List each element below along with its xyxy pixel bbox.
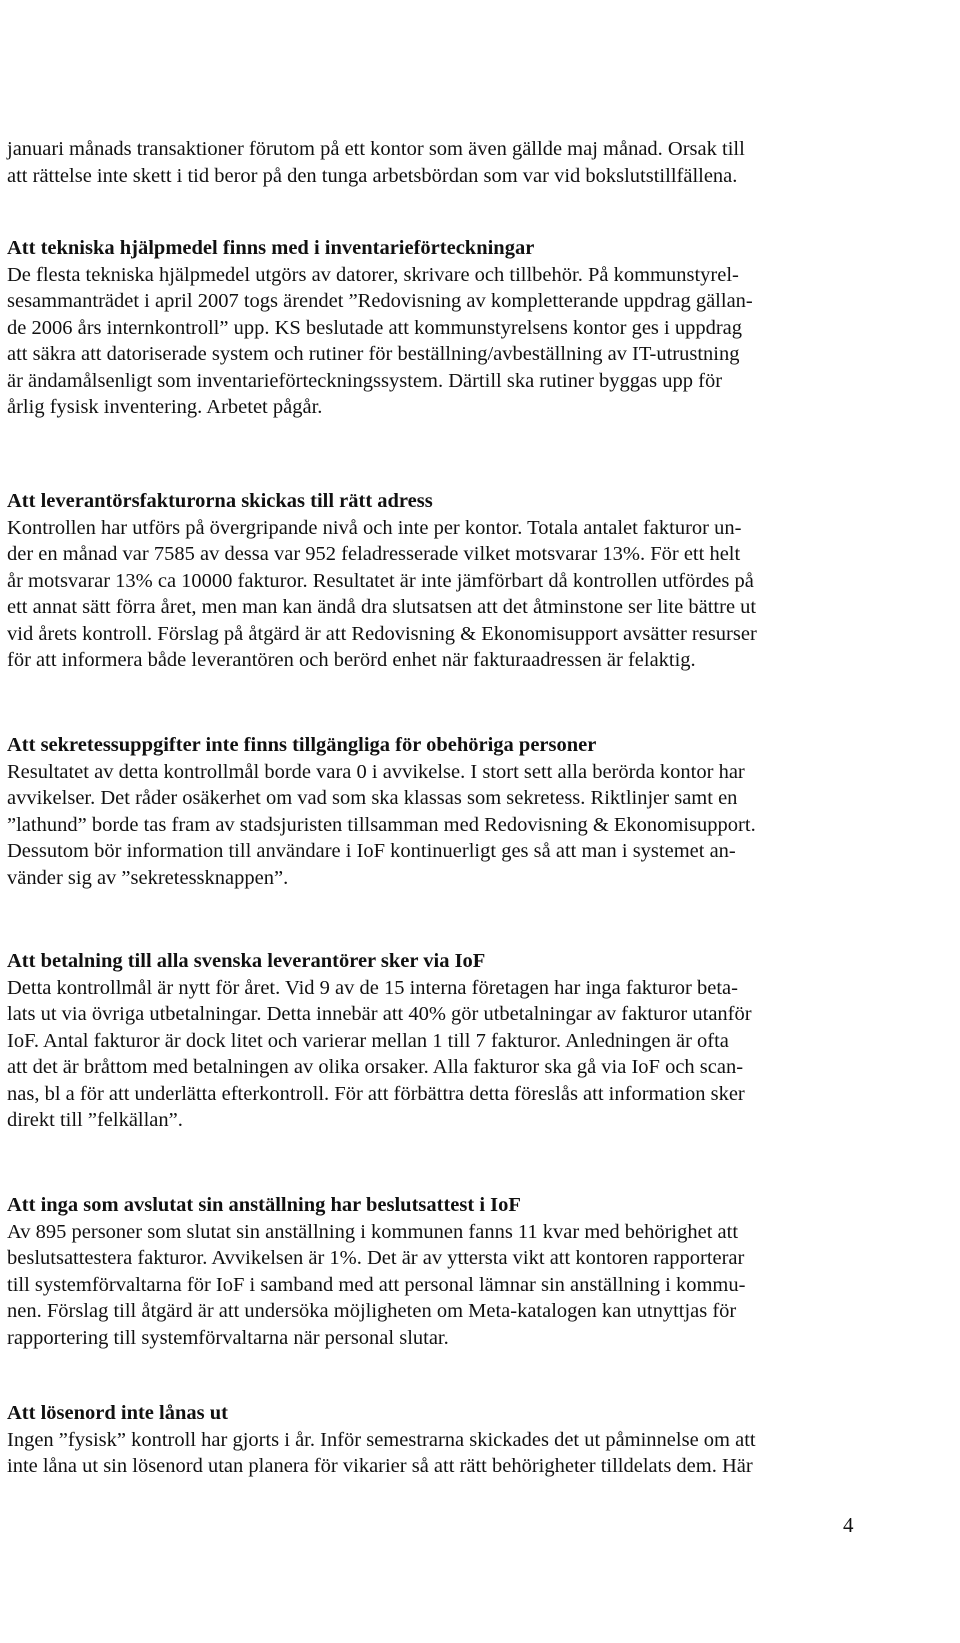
text-line: inte låna ut sin lösenord utan planera för vikarier så att rätt behörigheter tilldelats dem. Här [7,1455,753,1477]
text-line: avvikelser. Det råder osäkerhet om vad som ska klassas som sekretess. Riktlinjer samt en [7,787,738,809]
text-line: sesammanträdet i april 2007 togs ärendet ”Redovisning av kompletterande uppdrag gällan- [7,290,753,312]
text-line: är ändamålsenligt som inventarieförteckningssystem. Därtill ska rutiner byggas upp för [7,369,723,392]
text-line: vid årets kontroll. Förslag på åtgärd är att Redovisning & Ekonomisupport avsätter resurser [7,622,757,645]
text-line: der en månad var 7585 av dessa var 952 feladresserade vilket motsvarar 13%. För ett helt [7,543,741,565]
section-losenord [7,1400,855,1480]
section-beslutsattest [7,1192,855,1351]
section-hjalpmedel [7,235,855,421]
text-line: Ingen ”fysisk” kontroll har gjorts i år. Inför semestrarna skickades det ut påminnelse om att [7,1428,756,1451]
section-heading: Att sekretessuppgifter inte finns tillgängliga för obehöriga personer [7,734,597,756]
section-heading: Att betalning till alla svenska leverantörer sker via IoF [7,950,486,972]
section-heading: Att leverantörsfakturorna skickas till rätt adress [7,490,433,512]
text-line: att det är bråttom med betalningen av olika orsaker. Alla fakturor ska gå via IoF och scan- [7,1056,744,1078]
text-line: direkt till ”felkällan”. [7,1109,183,1131]
text-line: ”lathund” borde tas fram av stadsjuristen tillsamman med Redovisning & Ekonomisupport. [7,813,756,836]
text-line: ett annat sätt förra året, men man kan ändå dra slutsatsen att det åtminstone ser lite bättre ut [7,596,757,618]
text-line: vänder sig av ”sekretessknappen”. [7,866,289,889]
section-heading: Att lösenord inte lånas ut [7,1402,228,1424]
section-sekretess [7,732,855,891]
text-line: nen. Förslag till åtgärd är att undersöka möjligheten om Meta-katalogen kan utnyttjas för [7,1300,737,1322]
text-line: till systemförvaltarna för IoF i samband med att personal lämnar sin anställning i kommu- [7,1273,746,1296]
text-line: att säkra att datoriserade system och rutiner för beställning/avbeställning av IT-utrustning [7,343,740,365]
section-leverantorsfakturor [7,488,855,674]
text-line: för att informera både leverantören och berörd enhet när fakturaadressen är felaktig. [7,649,696,671]
text-line: De flesta tekniska hjälpmedel utgörs av datorer, skrivare och tillbehör. På kommunstyrel- [7,263,739,286]
text-line: de 2006 års internkontroll” upp. KS beslutade att kommunstyrelsens kontor ges i uppdrag [7,316,743,339]
text-line: lats ut via övriga utbetalningar. Detta innebär att 40% gör utbetalningar av fakturor utanför [7,1003,752,1025]
text-line: Dessutom bör information till användare i IoF kontinuerligt ges så att man i systemet an- [7,840,736,862]
text-line: Detta kontrollmål är nytt för året. Vid 9 av de 15 interna företagen har inga fakturor beta- [7,976,738,999]
text-line: IoF. Antal fakturor är dock litet och varierar mellan 1 till 7 fakturor. Anledningen är ofta [7,1029,729,1052]
text-line: Kontrollen har utförs på övergripande nivå och inte per kontor. Totala antalet fakturor un- [7,516,742,539]
section-heading: Att tekniska hjälpmedel finns med i inventarieförteckningar [7,237,535,259]
text-line: Resultatet av detta kontrollmål borde vara 0 i avvikelse. I stort sett alla berörda kontor har [7,760,745,783]
text-line: årlig fysisk inventering. Arbetet pågår. [7,396,323,418]
text-line: år motsvarar 13% ca 10000 fakturor. Resultatet är inte jämförbart då kontrollen utfördes på [7,569,754,592]
page-number: 4 [843,1513,854,1537]
text-line: Av 895 personer som slutat sin anställning i kommunen fanns 11 kvar med behörighet att [7,1220,739,1243]
text-line: beslutsattestera fakturor. Avvikelsen är 1%. Det är av yttersta vikt att kontoren rapporterar [7,1247,745,1269]
text-line: nas, bl a för att underlätta efterkontroll. För att förbättra detta föreslås att information sker [7,1082,745,1105]
intro-paragraph [7,136,855,189]
section-heading: Att inga som avslutat sin anställning har beslutsattest i IoF [7,1194,521,1216]
text-line: januari månads transaktioner förutom på ett kontor som även gällde maj månad. Orsak till [7,138,745,160]
section-betalning [7,948,855,1134]
text-line: rapportering till systemförvaltarna när personal slutar. [7,1326,449,1349]
text-line: att rättelse inte skett i tid beror på den tunga arbetsbördan som var vid bokslutstillfällena. [7,164,738,187]
